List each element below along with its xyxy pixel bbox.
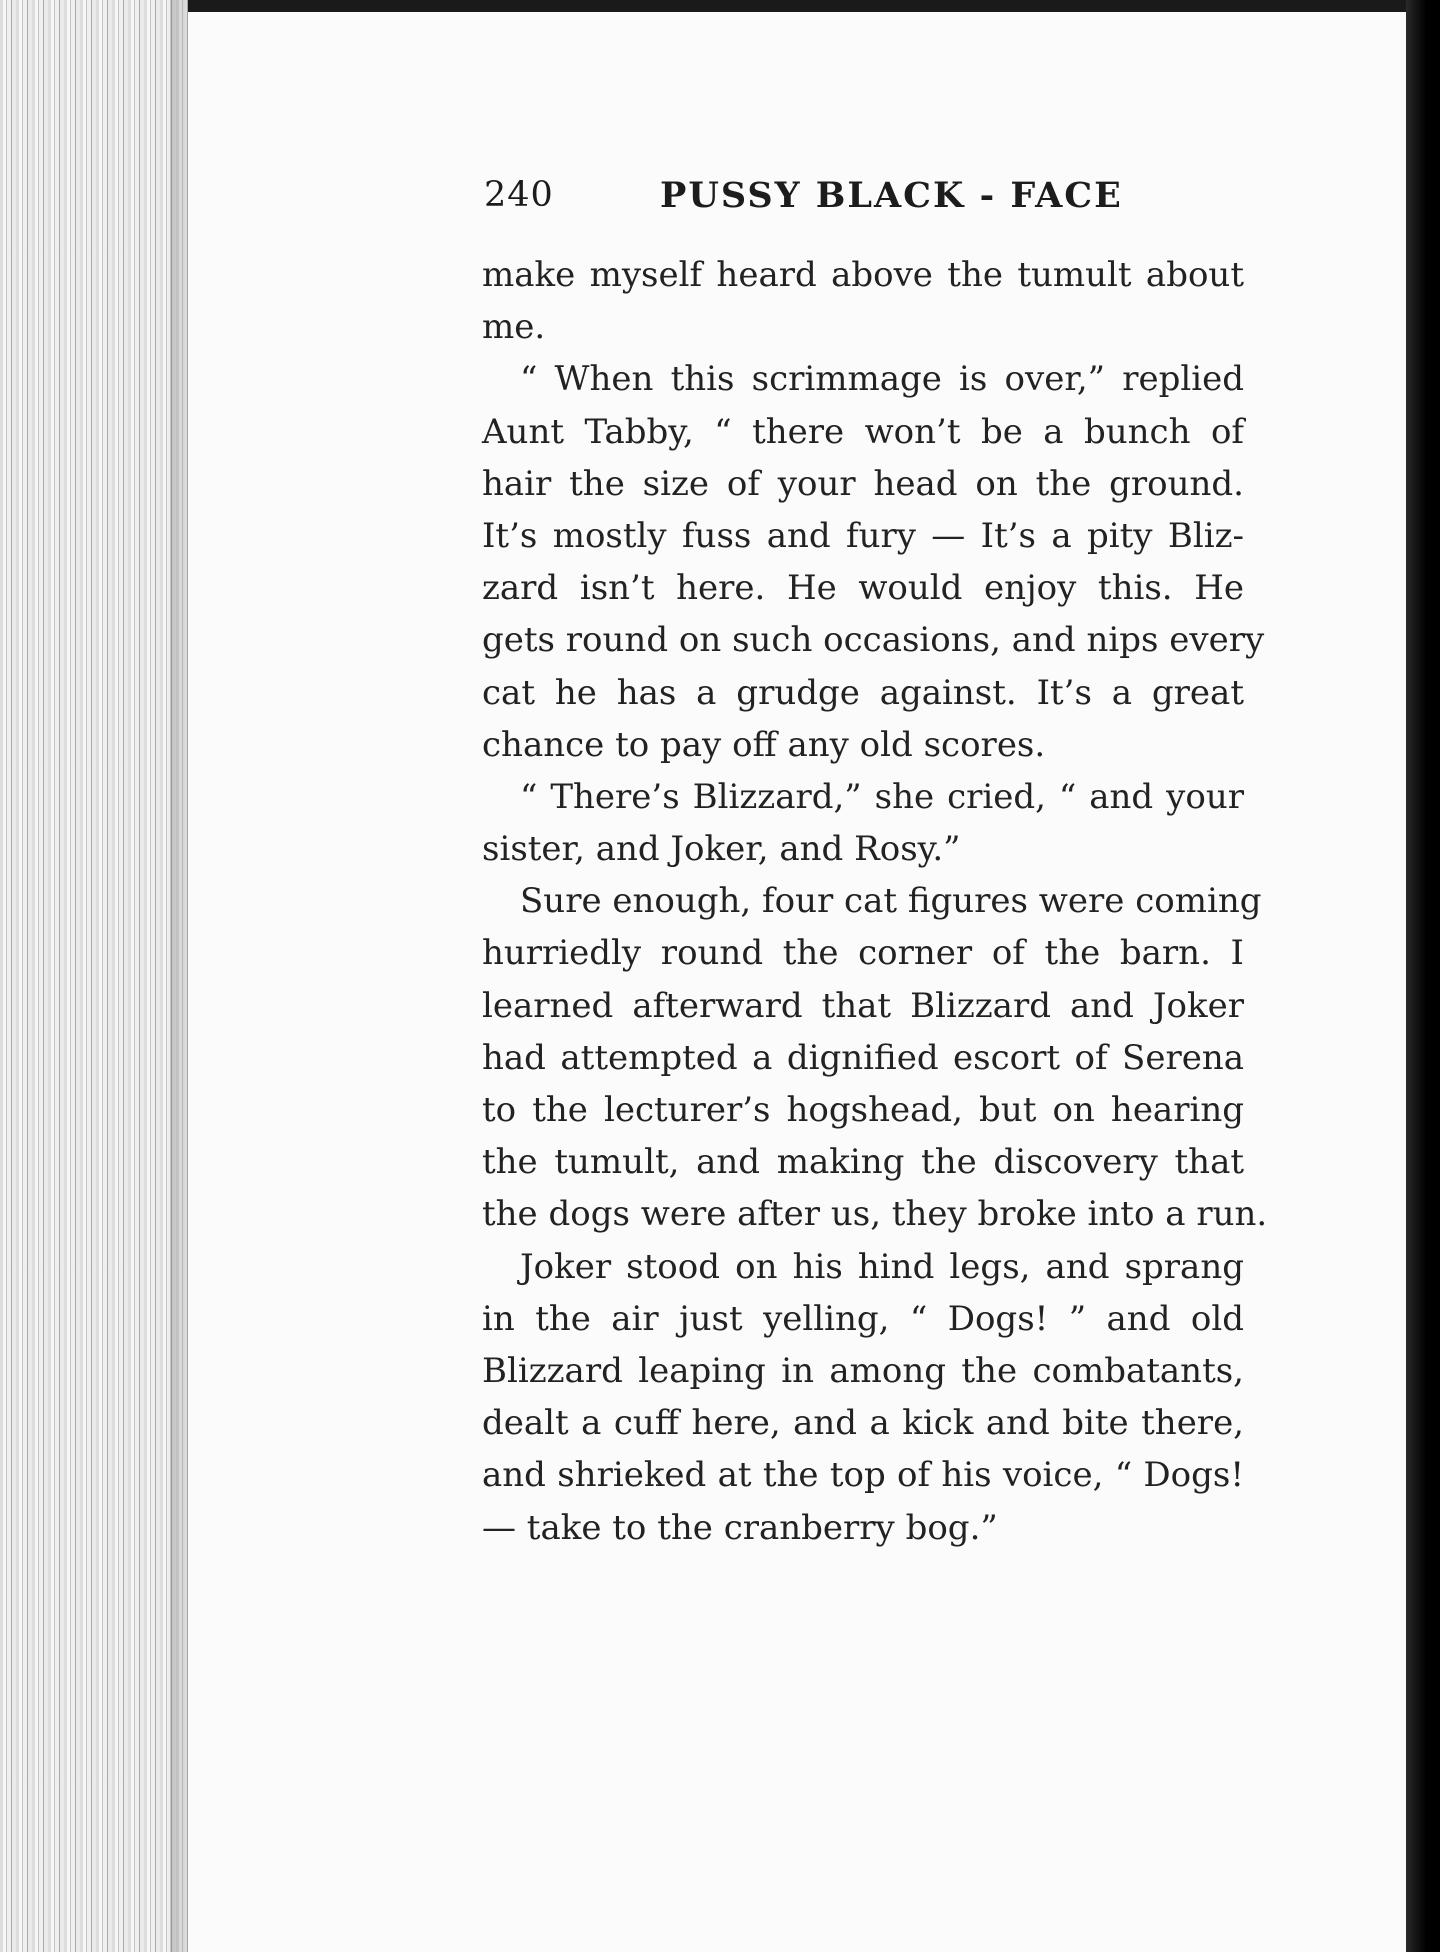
text-line: gets round on such occasions, and nips every	[482, 620, 1265, 661]
text-line: hurriedly round the corner of the barn. I	[482, 933, 1244, 974]
text-line: sister, and Joker, and Rosy.”	[482, 829, 961, 870]
text-line: — take to the cranberry bog.”	[482, 1507, 998, 1548]
text-line: dealt a cuff here, and a kick and bite there,	[482, 1403, 1244, 1444]
text-line: Sure enough, four cat figures were coming	[520, 881, 1262, 922]
text-line: the tumult, and making the discovery that	[482, 1142, 1244, 1183]
text-line: and shrieked at the top of his voice, “ Dogs!	[482, 1455, 1244, 1496]
text-line: Aunt Tabby, “ there won’t be a bunch of	[482, 411, 1244, 452]
text-line: Blizzard leaping in among the combatants,	[482, 1350, 1244, 1391]
text-line: cat he has a grudge against. It’s a great	[482, 672, 1244, 713]
text-line: me.	[482, 307, 546, 348]
text-line: “ When this scrimmage is over,” replied	[520, 359, 1244, 400]
body-text	[482, 249, 1268, 1554]
text-line: the dogs were after us, they broke into a run.	[482, 1194, 1268, 1235]
running-head: PUSSY BLACK - FACE	[660, 175, 1123, 216]
page-number: 240	[484, 175, 554, 215]
text-line: in the air just yelling, “ Dogs! ” and old	[482, 1298, 1244, 1339]
text-line: make myself heard above the tumult about	[482, 255, 1244, 295]
text-line: chance to pay off any old scores.	[482, 724, 1046, 765]
book-page-edges	[0, 0, 190, 1952]
text-line: “ There’s Blizzard,” she cried, “ and your	[520, 776, 1244, 817]
scan-top-edge	[188, 0, 1440, 12]
text-line: Joker stood on his hind legs, and sprang	[520, 1246, 1244, 1287]
text-line: It’s mostly fuss and fury — It’s a pity Bliz-	[482, 515, 1244, 556]
text-line: to the lecturer’s hogshead, but on hearing	[482, 1090, 1244, 1130]
text-line: hair the size of your head on the ground.	[482, 463, 1244, 504]
scan-right-edge	[1406, 0, 1440, 1952]
text-line: learned afterward that Blizzard and Joker	[482, 985, 1244, 1026]
text-line: zard isn’t here. He would enjoy this. He	[482, 568, 1244, 609]
text-line: had attempted a dignified escort of Serena	[482, 1037, 1244, 1078]
page-header	[484, 175, 1244, 225]
